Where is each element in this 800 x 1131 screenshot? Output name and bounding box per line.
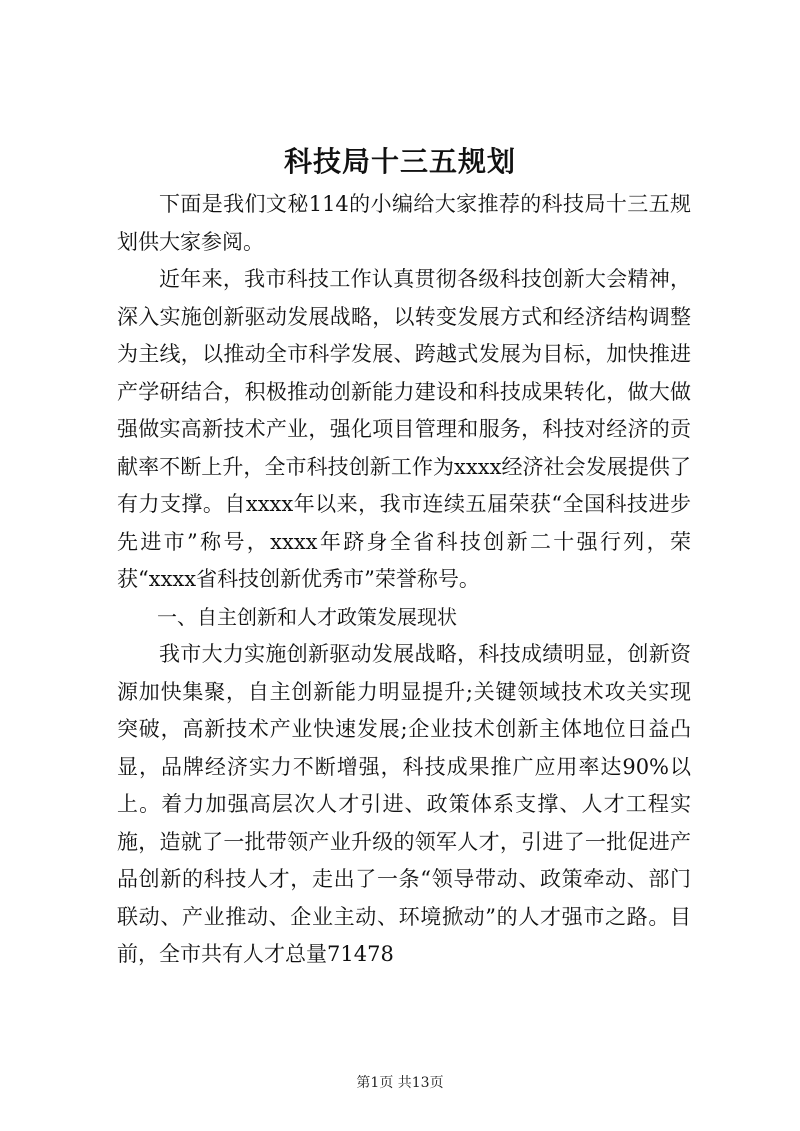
section-heading: 一、自主创新和人才政策发展现状 <box>157 604 457 629</box>
document-title: 科技局十三五规划 <box>283 145 516 178</box>
overview-paragraph: 近年来，我市科技工作认真贯彻各级科技创新大会精神，深入实施创新驱动发展战略，以转变发展方式和经济结构调整为主线，以推动全市科学发展、跨越式发展为目标，加快推进产学研结合，积极推动创新能力建设和科技成果转化，做大做强做实高新技术产业，强化项目管理和服务，科技对经济的贡献率不断上升，全市科技创新工作为xxxx经济社会发展提供了有力支撑。自xxxx年以来，我市连续五届荣获“全国科技进步先进市”称号，xxxx年跻身全省科技创新二十强行列，荣获“xxxx省科技创新优秀市”荣誉称号。 <box>117 267 691 591</box>
intro-paragraph: 下面是我们文秘114的小编给大家推荐的科技局十三五规划供大家参阅。 <box>117 192 691 254</box>
page-number-footer: 第1页 共13页 <box>356 1075 444 1091</box>
document-body <box>117 186 691 974</box>
section-paragraph: 我市大力实施创新驱动发展战略，科技成绩明显，创新资源加快集聚，自主创新能力明显提升;关键领域技术攻关实现突破，高新技术产业快速发展;企业技术创新主体地位日益凸显，品牌经济实力不断增强，科技成果推广应用率达90%以上。着力加强高层次人才引进、政策体系支撑、人才工程实施，造就了一批带领产业升级的领军人才，引进了一批促进产品创新的科技人才，走出了一条“领导带动、政策牵动、部门联动、产业推动、企业主动、环境掀动”的人才强市之路。目前，全市共有人才总量71478 <box>117 642 691 966</box>
